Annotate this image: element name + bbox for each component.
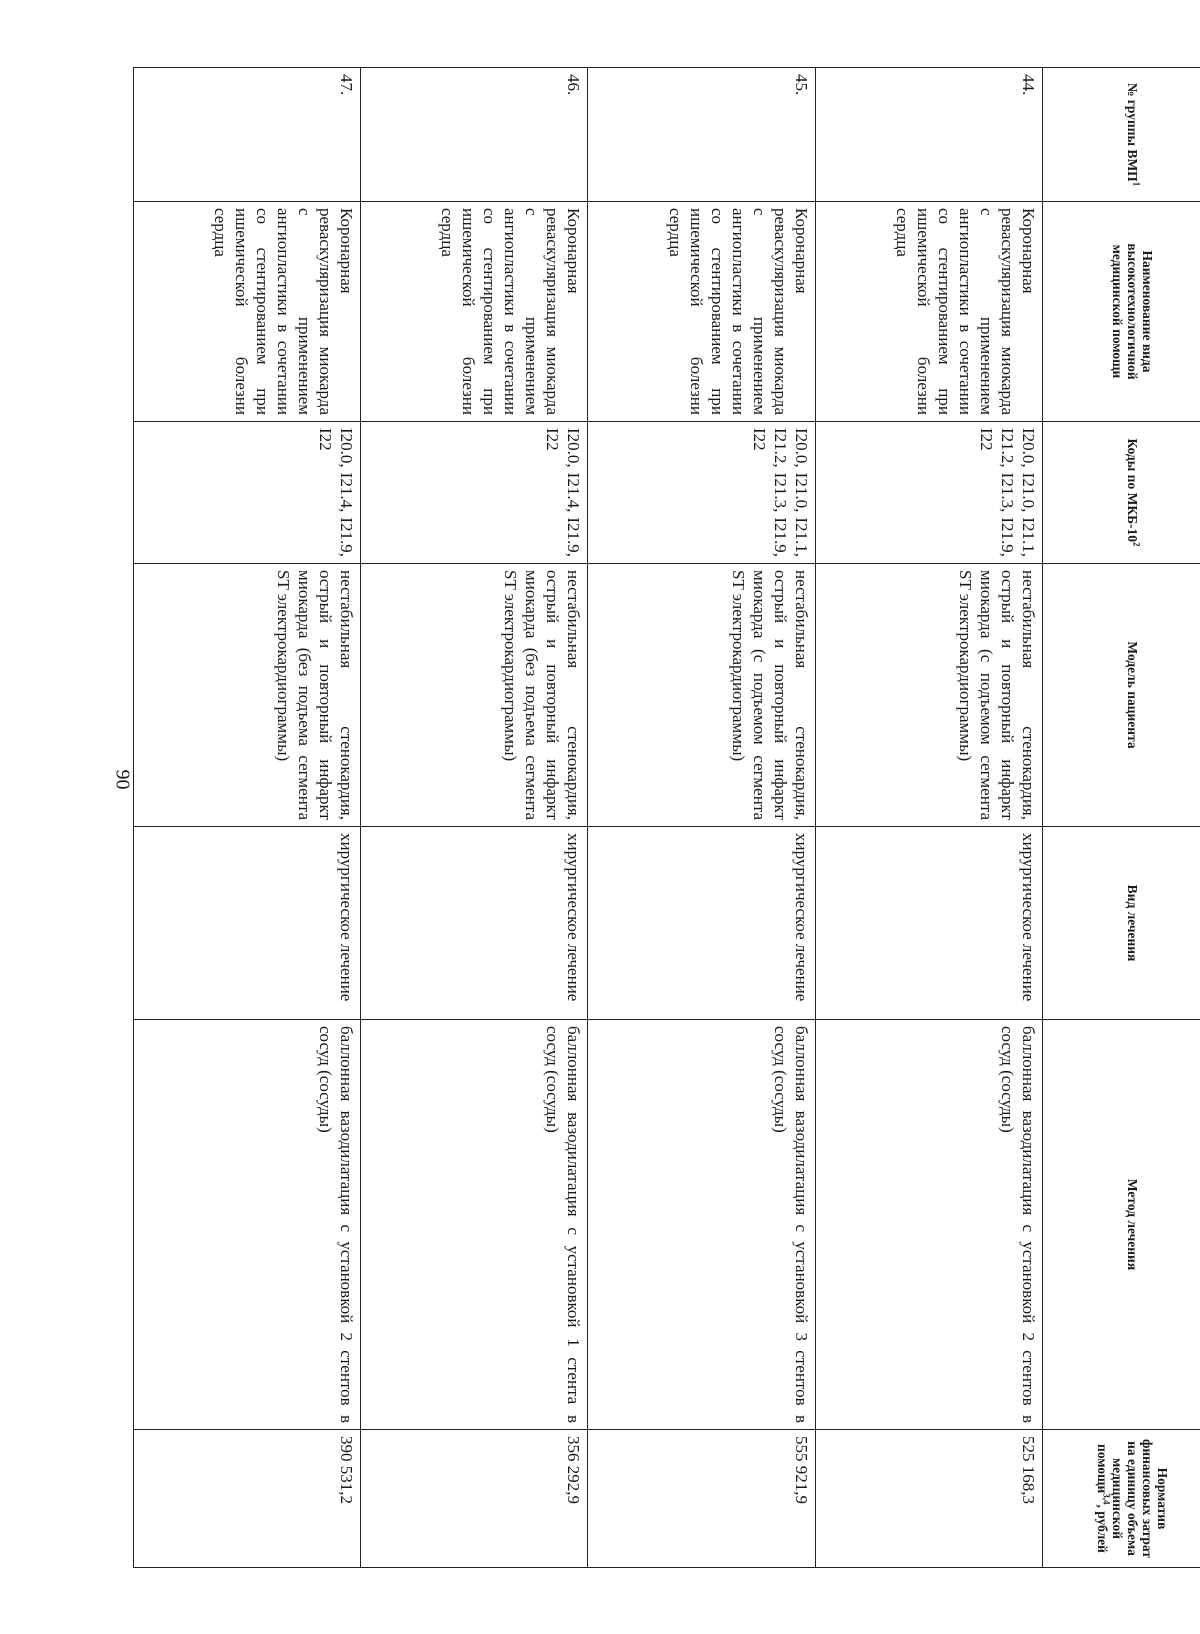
row-num: 45. (588, 68, 815, 202)
row-norm: 390 531,2 (134, 1430, 361, 1568)
row-num: 46. (361, 68, 588, 202)
row-name: Коронарная реваскуляризация миокарда с применением ангиопластики в сочетании со стентированием при ишемической болезни сердца (134, 202, 361, 422)
row-name: Коронарная реваскуляризация миокарда с применением ангиопластики в сочетании со стентированием при ишемической болезни сердца (815, 202, 1042, 422)
row-name: Коронарная реваскуляризация миокарда с применением ангиопластики в сочетании со стентированием при ишемической болезни сердца (588, 202, 815, 422)
row-vid: хирургическое лечение (361, 827, 588, 1020)
row-model: нестабильная стенокардия, острый и повторный инфаркт миокарда (без подъема сегмента ST электрокардиограммы) (134, 564, 361, 827)
row-name: Коронарная реваскуляризация миокарда с применением ангиопластики в сочетании со стентированием при ишемической болезни сердца (361, 202, 588, 422)
row-model: нестабильная стенокардия, острый и повторный инфаркт миокарда (без подъема сегмента ST электрокардиограммы) (361, 564, 588, 827)
header-codes: Коды по МКБ-$10^2$ (1043, 422, 1200, 564)
table-row (134, 68, 361, 1568)
header-model: Модель пациента (1043, 564, 1200, 827)
vmp-table (133, 67, 1200, 1568)
table-row (588, 68, 815, 1568)
row-codes: I20.0, I21.0, I21.1, I21.2, I21.3, I21.9, I22 (588, 422, 815, 564)
row-norm: 555 921,9 (588, 1430, 815, 1568)
header-num: № группы ВМП$^1$ (1043, 68, 1200, 202)
page-number: 90 (111, 769, 134, 790)
table-header-row (1043, 68, 1200, 1568)
row-codes: I20.0, I21.4, I21.9, I22 (361, 422, 588, 564)
rotated-table-container (133, 67, 1200, 1567)
row-codes: I20.0, I21.4, I21.9, I22 (134, 422, 361, 564)
row-norm: 525 168,3 (815, 1430, 1042, 1568)
row-vid: хирургическое лечение (134, 827, 361, 1020)
row-model: нестабильная стенокардия, острый и повторный инфаркт миокарда (с подъемом сегмента ST электрокардиограммы) (815, 564, 1042, 827)
row-method: баллонная вазодилатация с установкой 2 стентов в сосуд (сосуды) (815, 1020, 1042, 1430)
table-row (815, 68, 1042, 1568)
row-num: 44. (815, 68, 1042, 202)
table-row (361, 68, 588, 1568)
header-norm: Норматив финансовых затрат на единицу объема медицинской помощи$^{3,4}$, рублей (1043, 1430, 1200, 1568)
row-method: баллонная вазодилатация с установкой 1 стента в сосуд (сосуды) (361, 1020, 588, 1430)
row-norm: 356 292,9 (361, 1430, 588, 1568)
row-num: 47. (134, 68, 361, 202)
header-method: Метод лечения (1043, 1020, 1200, 1430)
header-name: Наименование вида высокотехнологичной медицинской помощи (1043, 202, 1200, 422)
row-vid: хирургическое лечение (588, 827, 815, 1020)
row-method: баллонная вазодилатация с установкой 3 стентов в сосуд (сосуды) (588, 1020, 815, 1430)
row-method: баллонная вазодилатация с установкой 2 стентов в сосуд (сосуды) (134, 1020, 361, 1430)
header-vid: Вид лечения (1043, 827, 1200, 1020)
row-model: нестабильная стенокардия, острый и повторный инфаркт миокарда (с подъемом сегмента ST электрокардиограммы) (588, 564, 815, 827)
row-codes: I20.0, I21.0, I21.1, I21.2, I21.3, I21.9, I22 (815, 422, 1042, 564)
row-vid: хирургическое лечение (815, 827, 1042, 1020)
